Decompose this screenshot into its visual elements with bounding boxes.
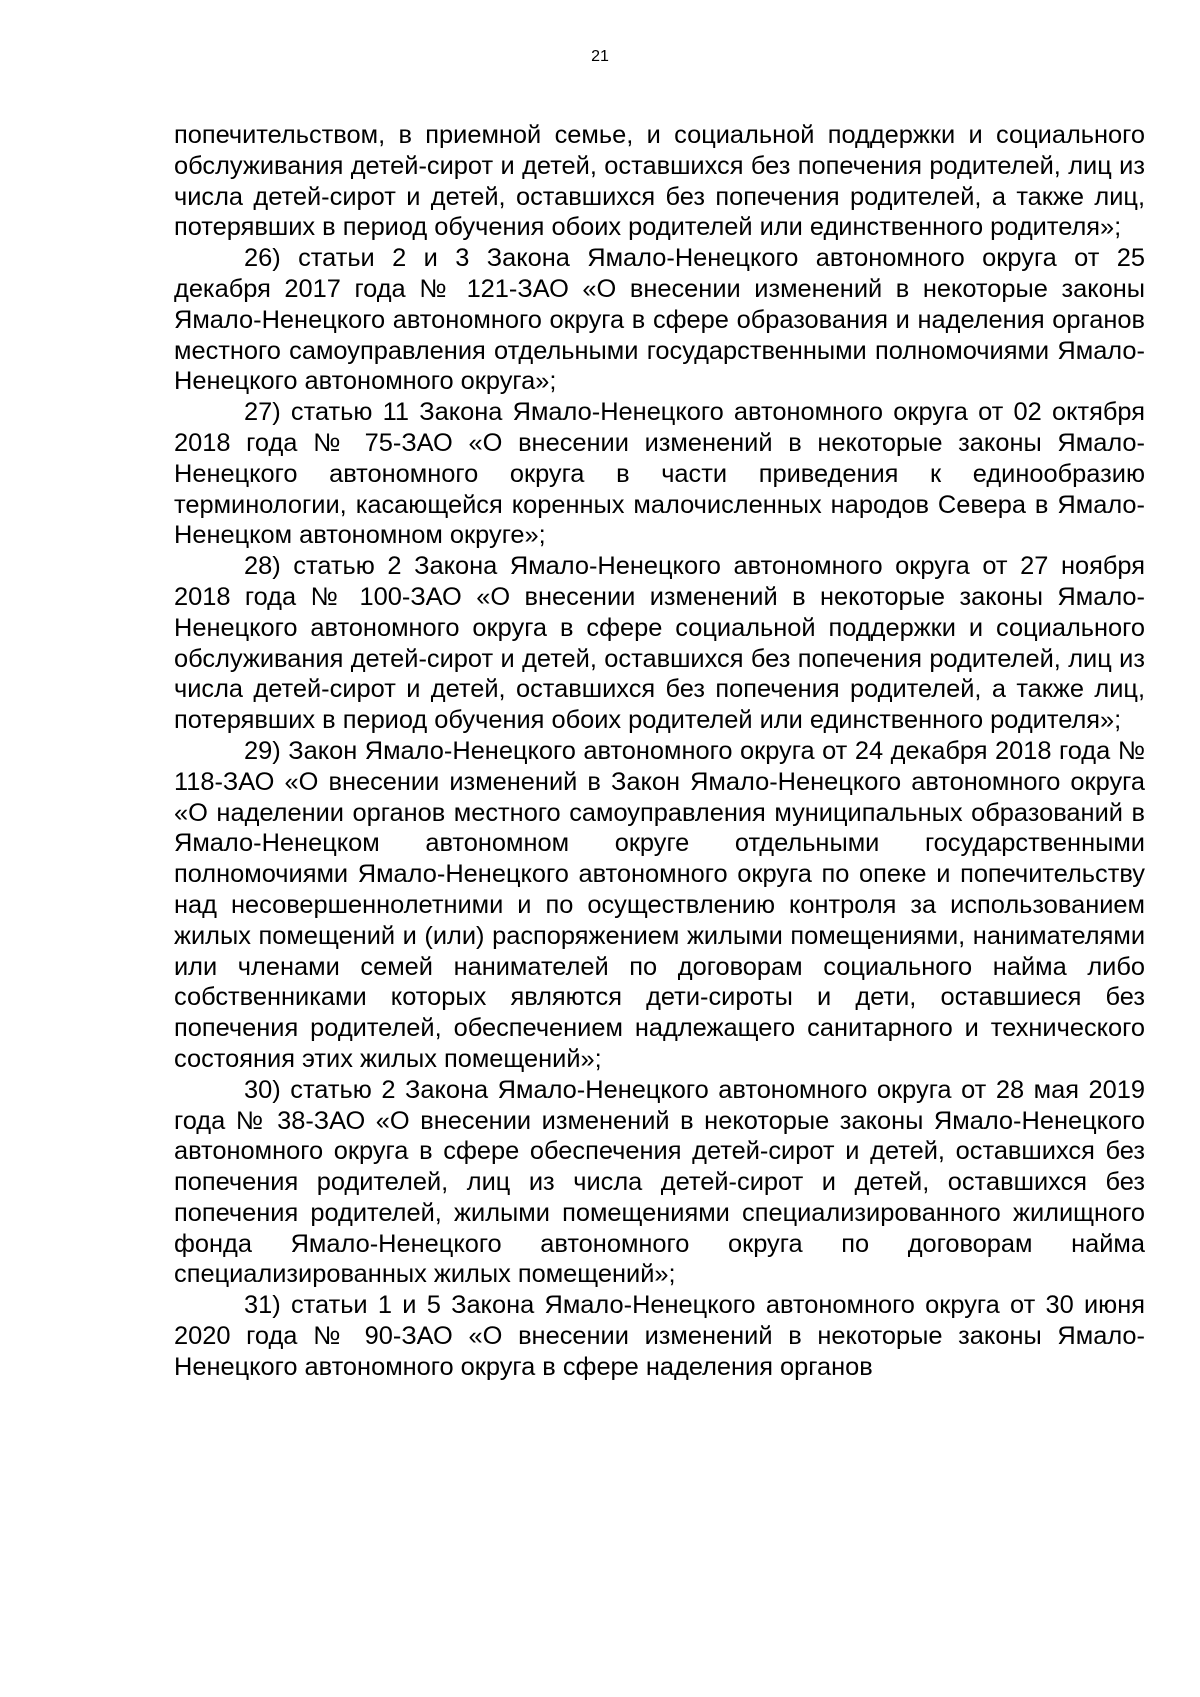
- list-item-31: 31) статьи 1 и 5 Закона Ямало-Ненецкого автономного округа от 30 июня 2020 года № 90-ЗАО «О внесении изменений в некоторые законы Ямало-Ненецкого автономного округа в сфере наделения органов: [174, 1291, 1145, 1381]
- list-item-28: 28) статью 2 Закона Ямало-Ненецкого автономного округа от 27 ноября 2018 года № 100-ЗАО «О внесении изменений в некоторые законы Ямало-Ненецкого автономного округа в сфере социальной поддержки и социального обслуживания детей-сирот и детей, оставшихся без попечения родителей, лиц из числа детей-сирот и детей, оставшихся без попечения родителей, а также лиц, потерявших в период обучения обоих родителей или единственного родителя»;: [174, 552, 1145, 735]
- page-number: 21: [591, 48, 609, 65]
- document-body: [174, 120, 1145, 1383]
- list-item-29: 29) Закон Ямало-Ненецкого автономного округа от 24 декабря 2018 года № 118-ЗАО «О внесении изменений в Закон Ямало-Ненецкого автономного округа «О наделении органов местного самоуправления муниципальных образований в Ямало-Ненецком автономном округе отдельными государственными полномочиями Ямало-Ненецкого автономного округа по опеке и попечительству над несовершеннолетними и по осуществлению контроля за использованием жилых помещений и (или) распоряжением жилыми помещениями, нанимателями или членами семей нанимателей по договорам социального найма либо собственниками которых являются дети-сироты и дети, оставшиеся без попечения родителей, обеспечением надлежащего санитарного и технического состояния этих жилых помещений»;: [174, 736, 1145, 1073]
- list-item-27: 27) статью 11 Закона Ямало-Ненецкого автономного округа от 02 октября 2018 года № 75-ЗАО «О внесении изменений в некоторые законы Ямало-Ненецкого автономного округа в части приведения к единообразию терминологии, касающейся коренных малочисленных народов Севера в Ямало-Ненецком автономном округе»;: [174, 398, 1145, 550]
- list-item-30: 30) статью 2 Закона Ямало-Ненецкого автономного округа от 28 мая 2019 года № 38-ЗАО «О внесении изменений в некоторые законы Ямало-Ненецкого автономного округа в сфере обеспечения детей-сирот и детей, оставшихся без попечения родителей, лиц из числа детей-сирот и детей, оставшихся без попечения родителей, жилыми помещениями специализированного жилищного фонда Ямало-Ненецкого автономного округа по договорам найма специализированных жилых помещений»;: [174, 1075, 1145, 1289]
- list-item-26: 26) статьи 2 и 3 Закона Ямало-Ненецкого автономного округа от 25 декабря 2017 года № 121-ЗАО «О внесении изменений в некоторые законы Ямало-Ненецкого автономного округа в сфере образования и наделения органов местного самоуправления отдельными государственными полномочиями Ямало-Ненецкого автономного округа»;: [174, 244, 1145, 396]
- paragraph-continuation: попечительством, в приемной семье, и социальной поддержки и социального обслуживания детей-сирот и детей, оставшихся без попечения родителей, лиц из числа детей-сирот и детей, оставшихся без попечения родителей, а также лиц, потерявших в период обучения обоих родителей или единственного родителя»;: [174, 121, 1145, 242]
